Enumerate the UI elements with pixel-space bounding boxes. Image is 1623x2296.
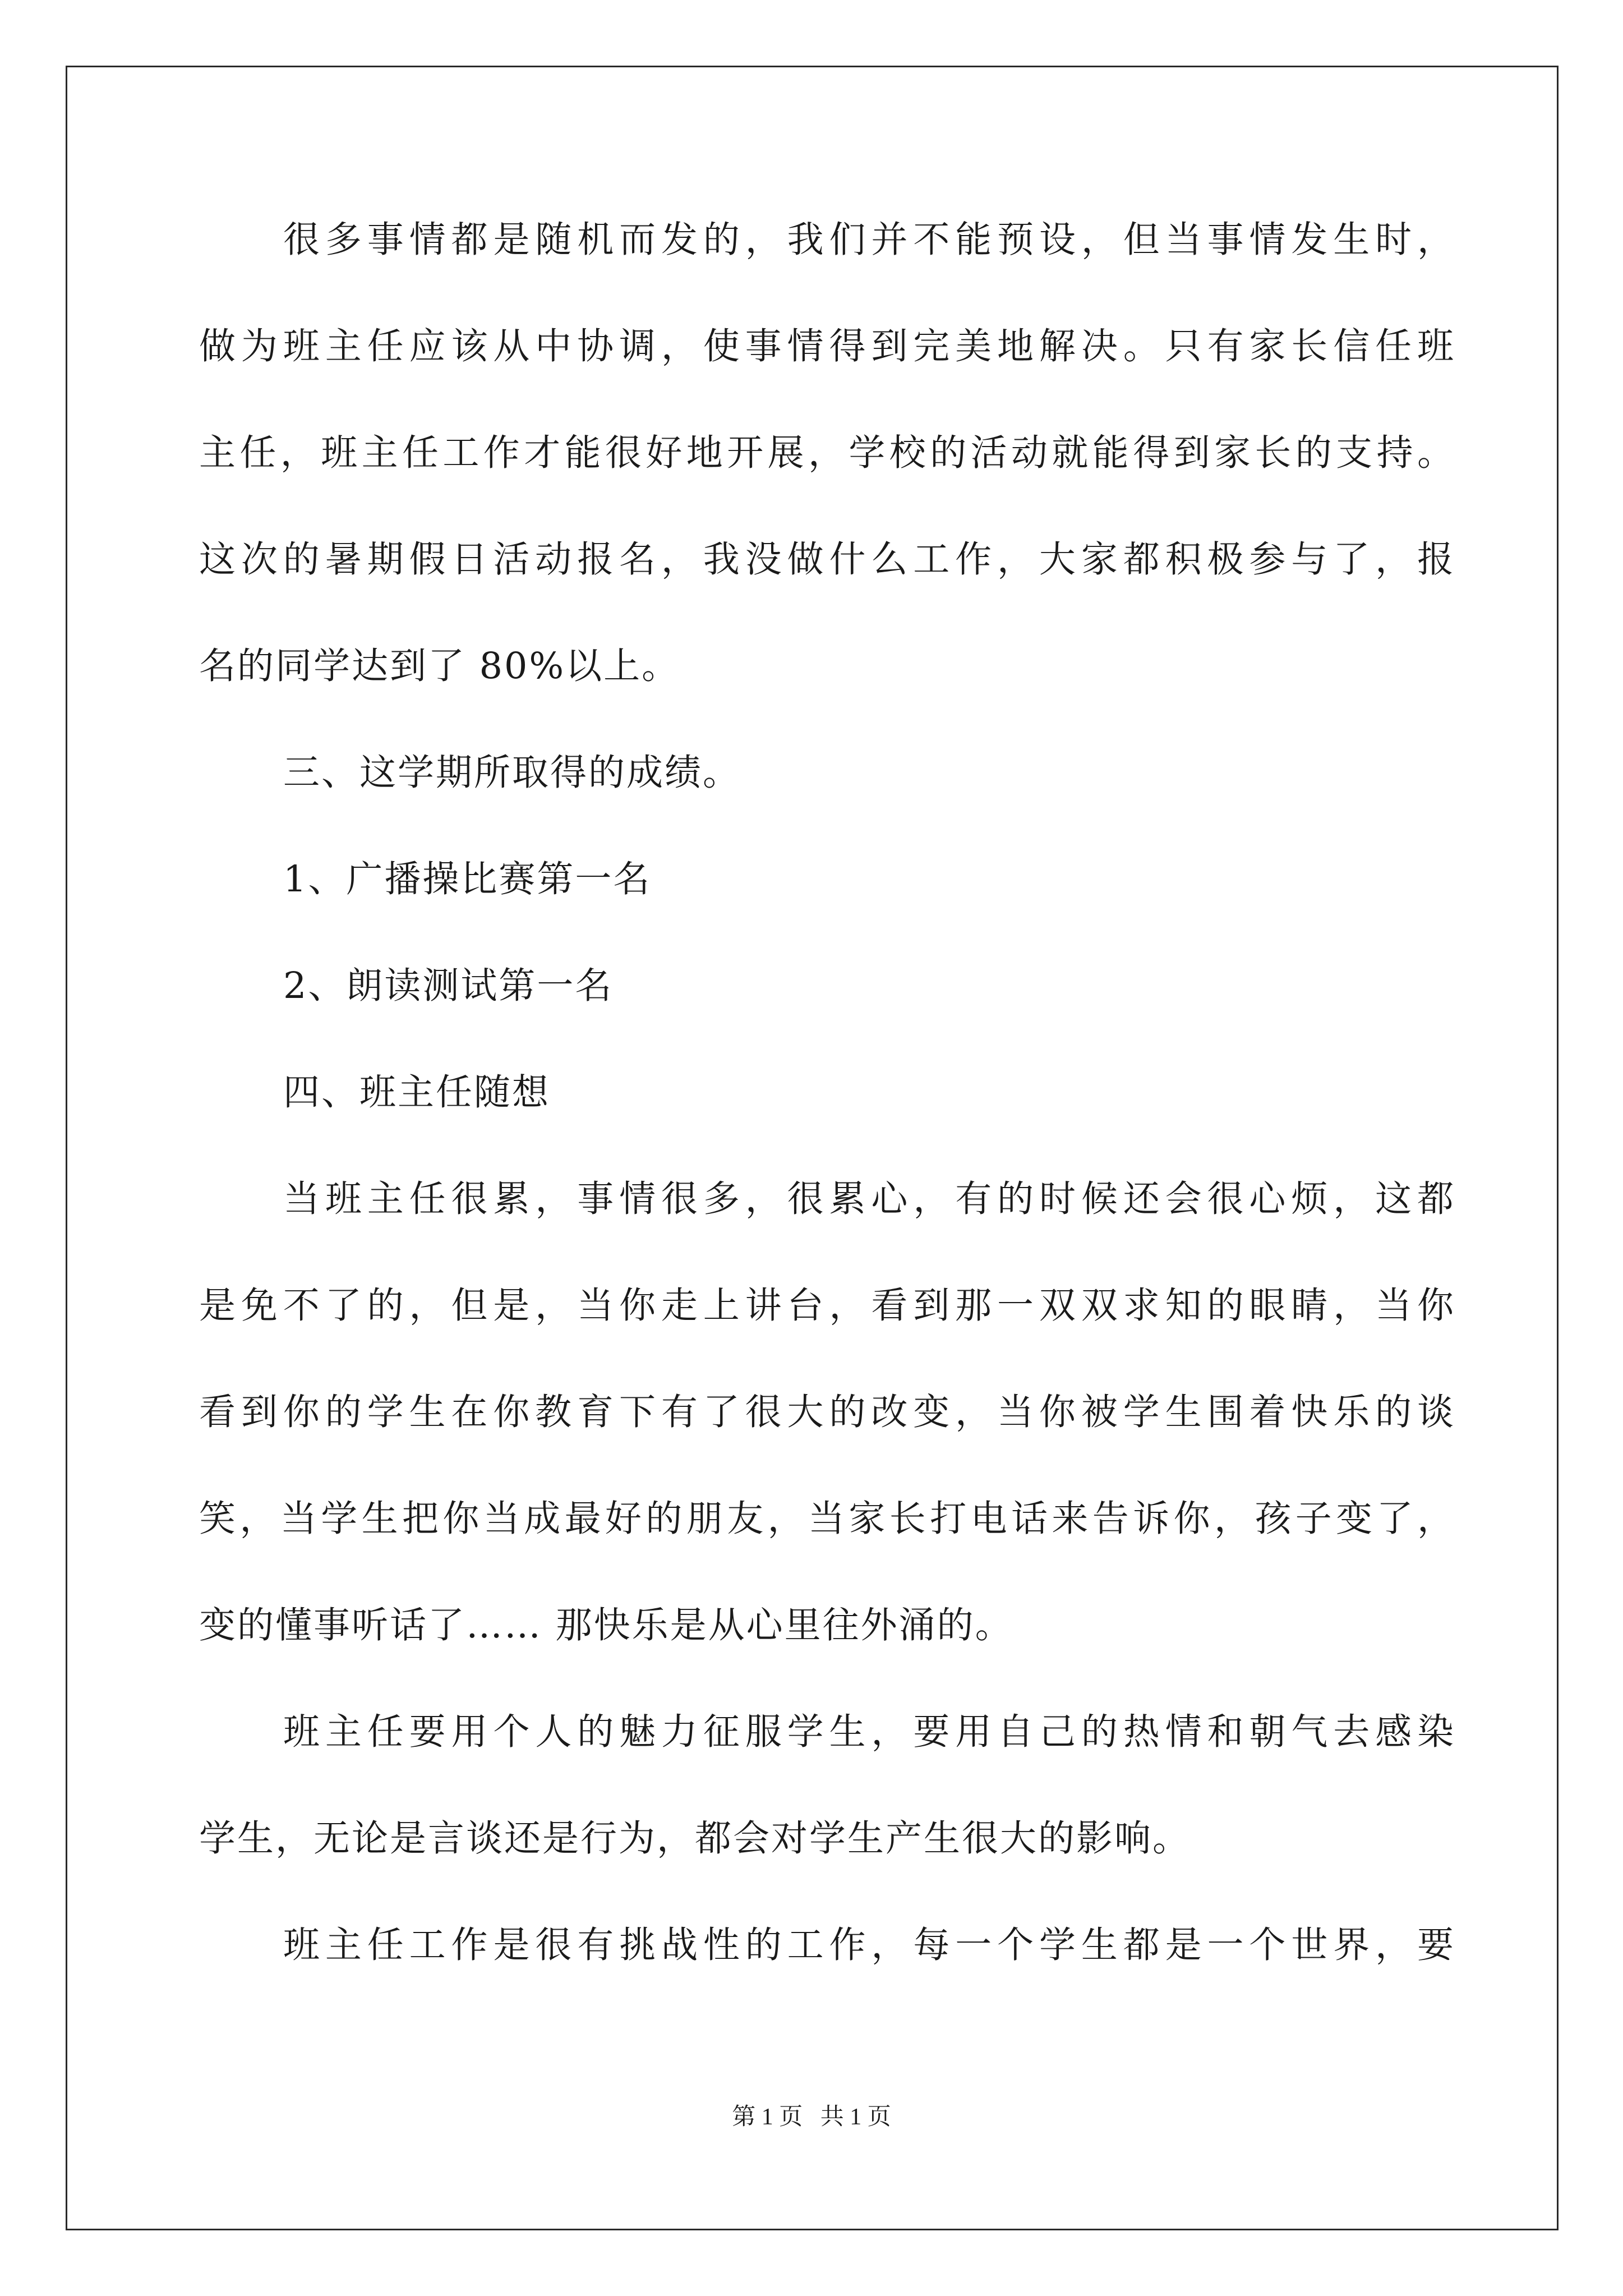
text-line: 笑，当学生把你当成最好的朋友，当家长打电话来告诉你，孩子变了， (199, 1498, 1455, 1540)
text-line: 班主任工作是很有挑战性的工作，每一个学生都是一个世界，要 (283, 1924, 1455, 1966)
text-line: 看到你的学生在你教育下有了很大的改变，当你被学生围着快乐的谈 (199, 1391, 1455, 1433)
text-line: 主任，班主任工作才能很好地开展，学校的活动就能得到家长的支持。 (199, 432, 1455, 474)
section-heading: 三、这学期所取得的成绩。 (283, 752, 741, 794)
text-line: 学生，无论是言谈还是行为，都会对学生产生很大的影响。 (199, 1818, 1191, 1860)
text-line: 很多事情都是随机而发的，我们并不能预设，但当事情发生时， (283, 219, 1455, 261)
list-item: 1、广播操比赛第一名 (283, 858, 652, 900)
page-border (66, 66, 1559, 2230)
text-line: 做为班主任应该从中协调，使事情得到完美地解决。只有家长信任班 (199, 325, 1455, 367)
page-number-footer: 第 1 页 共 1 页 (732, 2104, 891, 2130)
text-line: 这次的暑期假日活动报名，我没做什么工作，大家都积极参与了，报 (199, 539, 1455, 581)
text-line: 变的懂事听话了…… 那快乐是从心里往外涌的。 (199, 1604, 1013, 1646)
list-item: 2、朗读测试第一名 (283, 965, 614, 1007)
text-line: 班主任要用个人的魅力征服学生，要用自己的热情和朝气去感染 (283, 1711, 1455, 1753)
text-line: 名的同学达到了 80%以上。 (199, 645, 680, 687)
section-heading: 四、班主任随想 (283, 1071, 551, 1114)
text-line: 当班主任很累，事情很多，很累心，有的时候还会很心烦，这都 (283, 1178, 1455, 1220)
text-line: 是免不了的，但是，当你走上讲台，看到那一双双求知的眼睛，当你 (199, 1285, 1455, 1327)
